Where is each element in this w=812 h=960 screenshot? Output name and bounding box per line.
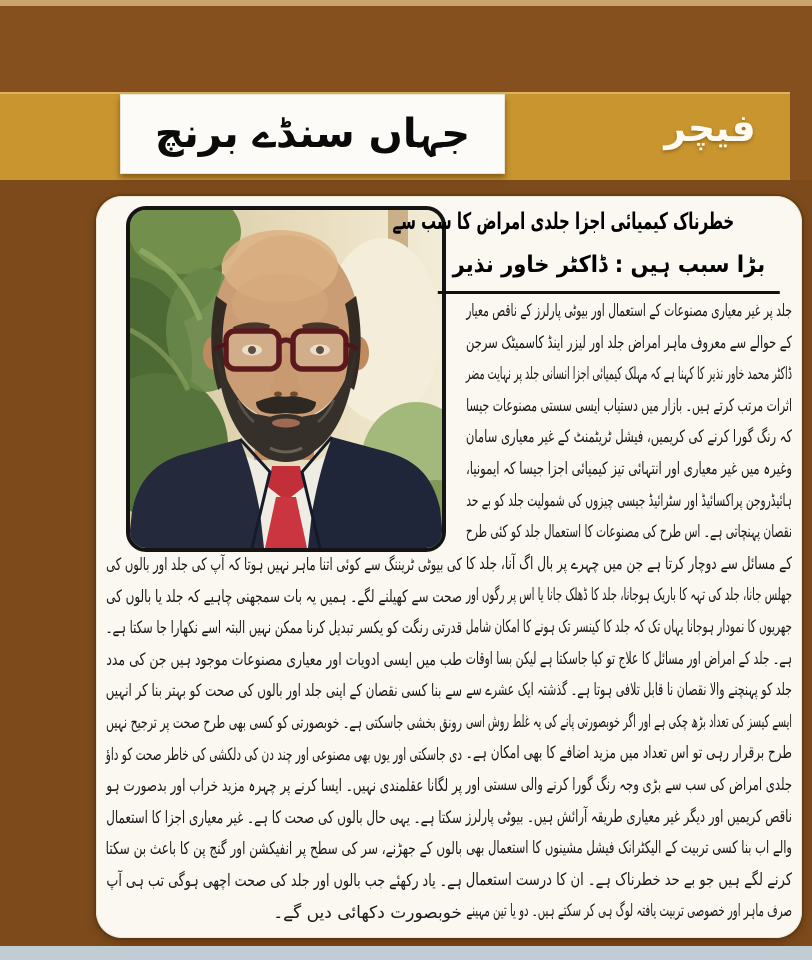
text-line: جلد پر غیر معیاری مصنوعات کے استعمال اور بیوٹی پارلرز کے ناقص معیار bbox=[466, 301, 792, 321]
text-line: کرنے لگے ہیں جو بے حد خطرناک ہے۔ ان کا درست استعمال bbox=[465, 869, 792, 890]
text-line: کے حوالے سے معروف ماہر امراض جلد اور لیزر اینڈ کاسمیٹک سرجن bbox=[466, 332, 792, 353]
text-line: رونق بخشی جاسکتی ہے۔ خوبصورتی کو کسی بھی طرح صحت پر ترجیح نہیں bbox=[106, 712, 463, 733]
text-line: وغیرہ میں غیر معیاری اور انتہائی تیز کیمیائی اجزا جیسا کہ ایمونیا، bbox=[466, 458, 792, 479]
text-line: ناقص کریمیں اور دیگر غیر معیاری طریقہ آرائش ہیں۔ بیوٹی پارلرز bbox=[465, 806, 792, 827]
text-line: جھلس جانا، جلد کی تہہ کا باریک ہوجانا، جلد کا ڈھلک جانا یا اس پر رگوں اور bbox=[466, 585, 792, 606]
text-line: طب میں ایسی ادویات اور معیاری مصنوعات موجود ہیں جن کی مدد bbox=[106, 649, 462, 670]
portrait-illustration bbox=[130, 210, 442, 548]
headline-line-1: خطرناک کیمیائی اجزا جلدی امراض کا سب سے bbox=[392, 209, 735, 235]
text-line: پر لگانا عقلمندی نہیں۔ ایسا کرنے پر چہرہ مزید خراب اور بدصورت ہو bbox=[106, 776, 462, 797]
section-label: فیچر bbox=[664, 106, 756, 150]
masthead-calligraphy: جہاں سنڈے برنچ bbox=[154, 111, 471, 157]
text-line: نقصان پہنچاتی ہے۔ اس طرح کی مصنوعات کا استعمال جلد کو کئی طرح bbox=[465, 522, 792, 543]
headline-line-2-text: بڑا سبب ہیں : ڈاکٹر خاور نذیر bbox=[438, 244, 780, 294]
headline-line-2 bbox=[452, 244, 780, 294]
text-line: کہ رنگ گورا کرنے کی کریمیں، فیشل ٹریٹمنٹ کے غیر معیاری سامان bbox=[465, 427, 792, 448]
text-line: ڈاکٹر محمد خاور نذیر کا کہنا ہے کہ مہلک کیمیائی اجزا انسانی جلد پر نہایت مضر bbox=[465, 364, 792, 385]
bottom-edge-strip bbox=[0, 946, 812, 960]
text-line: اثرات مرتب کرتے ہیں۔ بازار میں دستیاب ایسی سستی مصنوعات جیسا bbox=[466, 395, 792, 416]
text-line: ایسے کیسز کی تعداد بڑھ چکی ہے اور اگر خوبصورتی پانے کی یہ غلط روش اسی bbox=[465, 711, 792, 732]
text-line: کی بیوٹی ٹریننگ سے کوئی اتنا ماہر نہیں ہوتا کہ آپ کی جلد اور بالوں کی bbox=[106, 555, 463, 575]
text-line: دی جاسکتی اور یوں بھی مصنوعی اور چند دن کی دلکشی کی خاطر صحت کو داؤ bbox=[105, 744, 462, 765]
body-column-right bbox=[466, 296, 792, 928]
text-line: ہے۔ یاد رکھئے جب بالوں اور جلد کی صحت اچھی ہوگی تب ہی آپ bbox=[106, 870, 463, 891]
text-line: خوبصورت دکھائی دیں گے۔ bbox=[273, 902, 462, 923]
masthead-box bbox=[120, 94, 505, 174]
body-column-left bbox=[106, 550, 462, 929]
text-line: بالوں کے جھڑنے، سر کی سطح پر انفیکشن اور گنج پن کا باعث بن سکتا bbox=[105, 839, 462, 860]
text-line: طرح برقرار رہی تو اس تعداد میں مزید اضافے کا بھی امکان ہے۔ bbox=[465, 743, 792, 764]
text-line: قدرتی رنگت کو یکسر تبدیل کرنا ممکن نہیں البتہ اسے نکھارا جا سکتا ہے۔ bbox=[105, 618, 462, 639]
article-headline bbox=[392, 200, 794, 294]
text-line: جلد کو پہنچنے والا نقصان نا قابل تلافی ہوتا ہے۔ گذشتہ ایک عشرے سے bbox=[466, 680, 792, 701]
text-line: ہے۔ جلد کے امراض اور مسائل کا علاج تو کیا جاسکتا ہے لیکن بسا اوقات bbox=[465, 648, 792, 669]
text-line: صرف ماہر اور خصوصی تربیت یافتہ لوگ ہی کر سکتے ہیں۔ دو یا تین مہینے bbox=[466, 901, 792, 922]
text-line: ہائیڈروجن پراکسائیڈ اور سٹرائیڈ جیسی چیزوں کی شمولیت جلد کو بے حد bbox=[466, 490, 792, 511]
text-line: والے اب بنا کسی تربیت کے الیکٹرانک فیشل مشینوں کا استعمال بھی bbox=[466, 838, 792, 859]
text-line: سے بنا کسی نقصان کے اپنی جلد اور بالوں کی صحت کو بہتر بنا کر انہیں bbox=[105, 681, 462, 702]
text-line: جھریوں کا نمودار ہوجانا یہاں تک کہ جلد کا کینسر تک ہونے کا امکان شامل bbox=[465, 616, 792, 637]
text-line: صحت سے کھیلنے لگے۔ ہمیں یہ بات سمجھنی چاہیے کہ جلد یا بالوں کی bbox=[106, 586, 462, 607]
portrait-photo bbox=[126, 206, 446, 552]
text-line: جلدی امراض کی سب سے بڑی وجہ رنگ گورا کرنے والی سستی اور bbox=[465, 774, 792, 795]
text-line: کے مسائل سے دوچار کرتا ہے جن میں چہرے پر بال اگ آنا، جلد کا bbox=[465, 553, 792, 574]
text-line: سکتا ہے۔ یہی حال بالوں کی صحت کا ہے۔ غیر معیاری اجزا کا استعمال bbox=[106, 807, 463, 828]
article-card bbox=[96, 196, 802, 938]
